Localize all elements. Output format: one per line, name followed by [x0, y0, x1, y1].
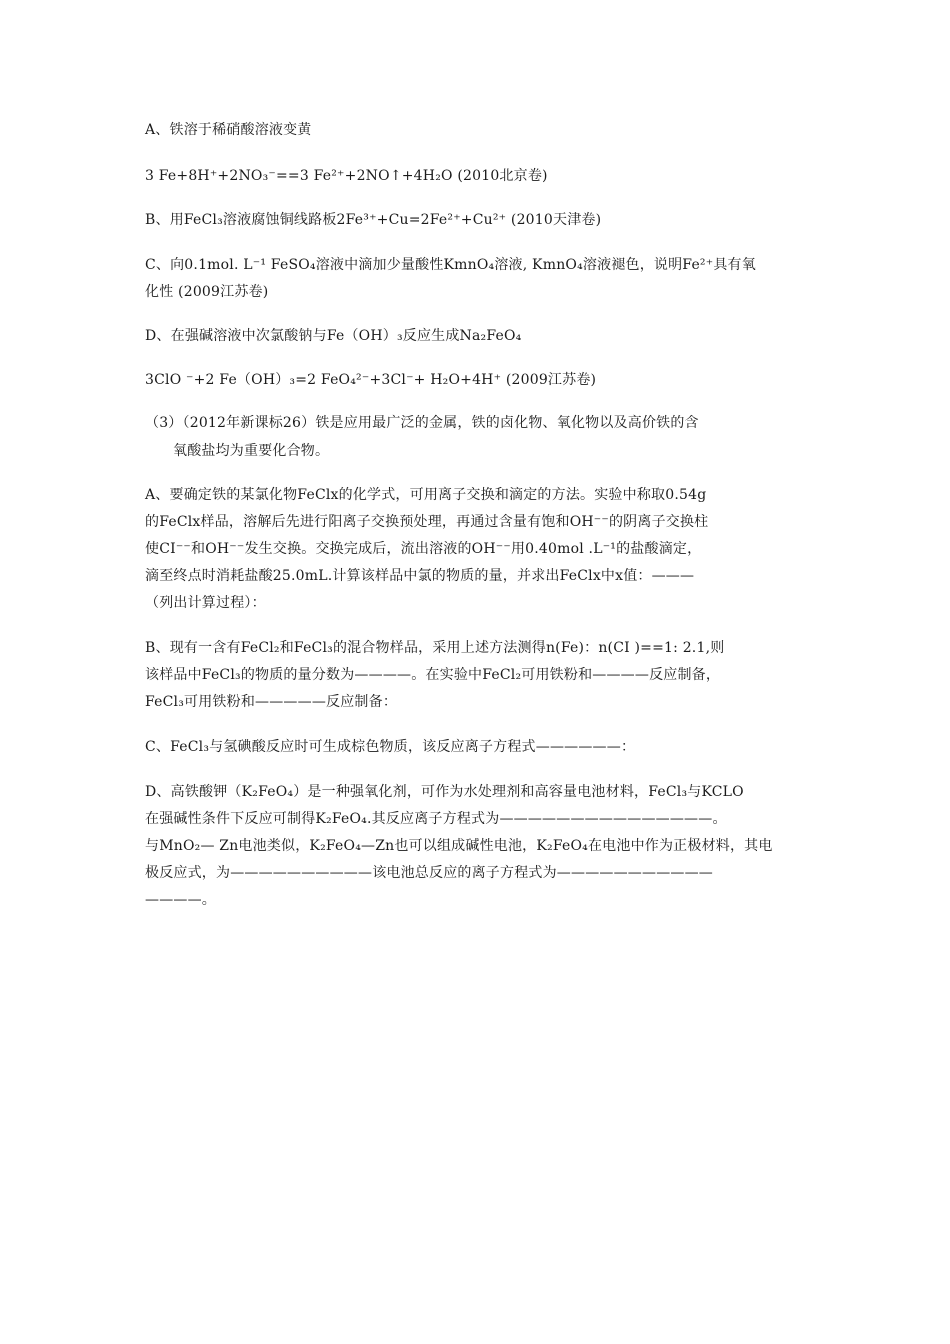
text-line: D、高铁酸钾（K₂FeO₄）是一种强氧化剂，可作为水处理剂和高容量电池材料，FeCl₃与KCLO: [145, 784, 744, 800]
text-line: 氧酸盐均为重要化合物。: [173, 443, 330, 459]
text-line: 3ClO ⁻+2 Fe（OH）₃=2 FeO₄²⁻+3Cl⁻+ H₂O+4H⁺ (2009江苏卷): [145, 372, 597, 388]
text-line: A、铁溶于稀硝酸溶液变黄: [145, 122, 312, 138]
text-line: 使CI⁻⁻和OH⁻⁻发生交换。交换完成后，流出溶液的OH⁻⁻用0.40mol .L⁻¹的盐酸滴定，: [145, 541, 702, 557]
text-line: B、用FeCl₃溶液腐蚀铜线路板2Fe³⁺+Cu=2Fe²⁺+Cu²⁺ (2010天津卷): [145, 212, 602, 228]
text-line: 的FeClx样品，溶解后先进行阳离子交换预处理，再通过含量有饱和OH⁻⁻的阴离子交换柱: [145, 514, 709, 530]
text-line: A、要确定铁的某氯化物FeClx的化学式，可用离子交换和滴定的方法。实验中称取0.54g: [145, 487, 707, 503]
text-line: 滴至终点时消耗盐酸25.0mL.计算该样品中氯的物质的量，并求出FeClx中x值：———: [145, 568, 695, 584]
text-line: 该样品中FeCl₃的物质的量分数为————。在实验中FeCl₂可用铁粉和————反应制备，: [145, 667, 721, 683]
text-line: 3 Fe+8H⁺+2NO₃⁻==3 Fe²⁺+2NO↑+4H₂O (2010北京卷): [145, 168, 548, 184]
text-line: 与MnO₂— Zn电池类似，K₂FeO₄—Zn也可以组成碱性电池，K₂FeO₄在电池中作为正极材料，其电: [145, 838, 773, 854]
text-line: C、向0.1mol. L⁻¹ FeSO₄溶液中滴加少量酸性KmnO₄溶液, KmnO₄溶液褪色，说明Fe²⁺具有氧: [145, 257, 756, 273]
text-line: 在强碱性条件下反应可制得K₂FeO₄.其反应离子方程式为———————————————。: [145, 811, 727, 827]
text-line: B、现有一含有FeCl₂和FeCl₃的混合物样品，采用上述方法测得n(Fe)：n(CI )==1: 2.1,则: [145, 640, 725, 656]
text-line: C、FeCl₃与氢碘酸反应时可生成棕色物质，该反应离子方程式——————：: [145, 739, 636, 755]
text-line: D、在强碱溶液中次氯酸钠与Fe（OH）₃反应生成Na₂FeO₄: [145, 328, 522, 344]
text-line: ————。: [145, 892, 216, 908]
text-line: 化性 (2009江苏卷): [145, 284, 269, 300]
text-line: （3）（2012年新课标26）铁是应用最广泛的金属，铁的卤化物、氧化物以及高价铁的含: [145, 415, 699, 431]
text-line: FeCl₃可用铁粉和—————反应制备：: [145, 694, 398, 710]
text-line: 极反应式，为——————————该电池总反应的离子方程式为———————————: [145, 865, 713, 881]
text-line: （列出计算过程）：: [145, 595, 266, 611]
